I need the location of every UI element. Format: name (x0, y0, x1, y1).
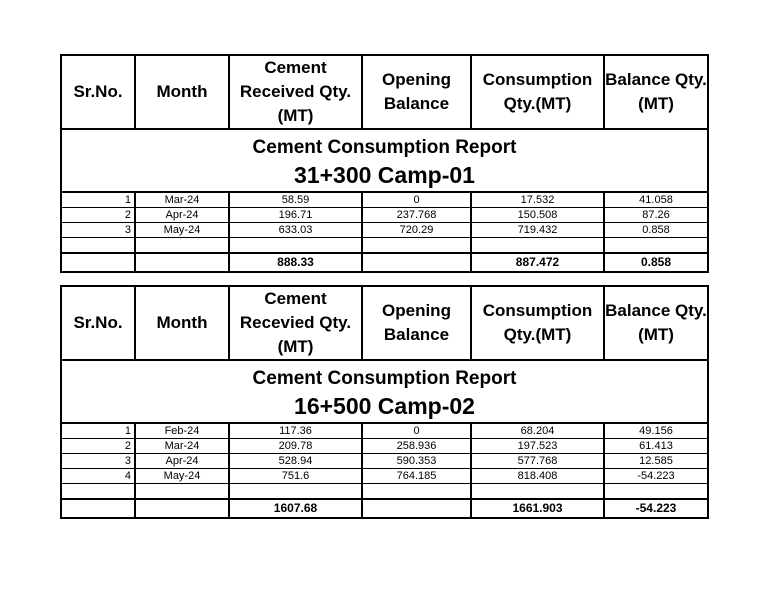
empty-row (61, 484, 708, 500)
cell-consumption: 68.204 (471, 423, 604, 439)
table-row (61, 439, 708, 454)
table-row (61, 469, 708, 484)
cell-month: Apr-24 (135, 208, 229, 223)
cell-received: 633.03 (229, 223, 362, 238)
cell-month: Mar-24 (135, 439, 229, 454)
cell-balance: 49.156 (604, 423, 708, 439)
cell-month: Apr-24 (135, 454, 229, 469)
cell-month: Mar-24 (135, 192, 229, 208)
cell-consumption: 17.532 (471, 192, 604, 208)
header-received: Cement Recevied Qty.(MT) (229, 286, 362, 360)
cell-opening: 720.29 (362, 223, 471, 238)
cell-consumption: 577.768 (471, 454, 604, 469)
cell-srno: 2 (61, 439, 135, 454)
cell-balance: -54.223 (604, 469, 708, 484)
cell-opening: 258.936 (362, 439, 471, 454)
cell-received: 751.6 (229, 469, 362, 484)
cell-opening: 0 (362, 423, 471, 439)
total-received: 888.33 (229, 253, 362, 272)
table-row (61, 423, 708, 439)
cell-opening: 764.185 (362, 469, 471, 484)
cell-consumption: 719.432 (471, 223, 604, 238)
header-srno: Sr.No. (61, 286, 135, 360)
header-balance: Balance Qty. (MT) (604, 55, 708, 129)
cell-srno: 3 (61, 223, 135, 238)
report-title: Cement Consumption Report (61, 360, 708, 390)
cell-month: Feb-24 (135, 423, 229, 439)
cell-opening: 590.353 (362, 454, 471, 469)
cell-month: May-24 (135, 469, 229, 484)
header-opening: Opening Balance (362, 55, 471, 129)
header-consumption: Consumption Qty.(MT) (471, 286, 604, 360)
total-row (61, 499, 708, 518)
total-consumption: 1661.903 (471, 499, 604, 518)
cell-opening: 237.768 (362, 208, 471, 223)
table-row (61, 192, 708, 208)
cell-balance: 61.413 (604, 439, 708, 454)
header-opening: Opening Balance (362, 286, 471, 360)
header-month: Month (135, 55, 229, 129)
cell-received: 209.78 (229, 439, 362, 454)
cell-balance: 41.058 (604, 192, 708, 208)
total-consumption: 887.472 (471, 253, 604, 272)
header-balance: Balance Qty.(MT) (604, 286, 708, 360)
total-row (61, 253, 708, 272)
empty-row (61, 238, 708, 254)
total-balance: -54.223 (604, 499, 708, 518)
header-received: Cement Received Qty.(MT) (229, 55, 362, 129)
report-subtitle: 16+500 Camp-02 (61, 390, 708, 423)
cell-consumption: 197.523 (471, 439, 604, 454)
header-consumption: Consumption Qty.(MT) (471, 55, 604, 129)
header-month: Month (135, 286, 229, 360)
cell-received: 196.71 (229, 208, 362, 223)
report-title: Cement Consumption Report (61, 129, 708, 159)
cell-balance: 87.26 (604, 208, 708, 223)
cell-balance: 0.858 (604, 223, 708, 238)
cell-month: May-24 (135, 223, 229, 238)
cell-balance: 12.585 (604, 454, 708, 469)
total-received: 1607.68 (229, 499, 362, 518)
table-row (61, 208, 708, 223)
table-row (61, 223, 708, 238)
cell-received: 58.59 (229, 192, 362, 208)
cell-consumption: 150.508 (471, 208, 604, 223)
cement-report-camp-02 (60, 285, 709, 519)
cell-srno: 4 (61, 469, 135, 484)
cell-srno: 2 (61, 208, 135, 223)
cell-srno: 3 (61, 454, 135, 469)
cell-received: 117.36 (229, 423, 362, 439)
cell-opening: 0 (362, 192, 471, 208)
total-balance: 0.858 (604, 253, 708, 272)
table-row (61, 454, 708, 469)
cell-received: 528.94 (229, 454, 362, 469)
cell-srno: 1 (61, 423, 135, 439)
header-srno: Sr.No. (61, 55, 135, 129)
cement-report-camp-01 (60, 54, 709, 273)
report-subtitle: 31+300 Camp-01 (61, 159, 708, 192)
cell-srno: 1 (61, 192, 135, 208)
cell-consumption: 818.408 (471, 469, 604, 484)
